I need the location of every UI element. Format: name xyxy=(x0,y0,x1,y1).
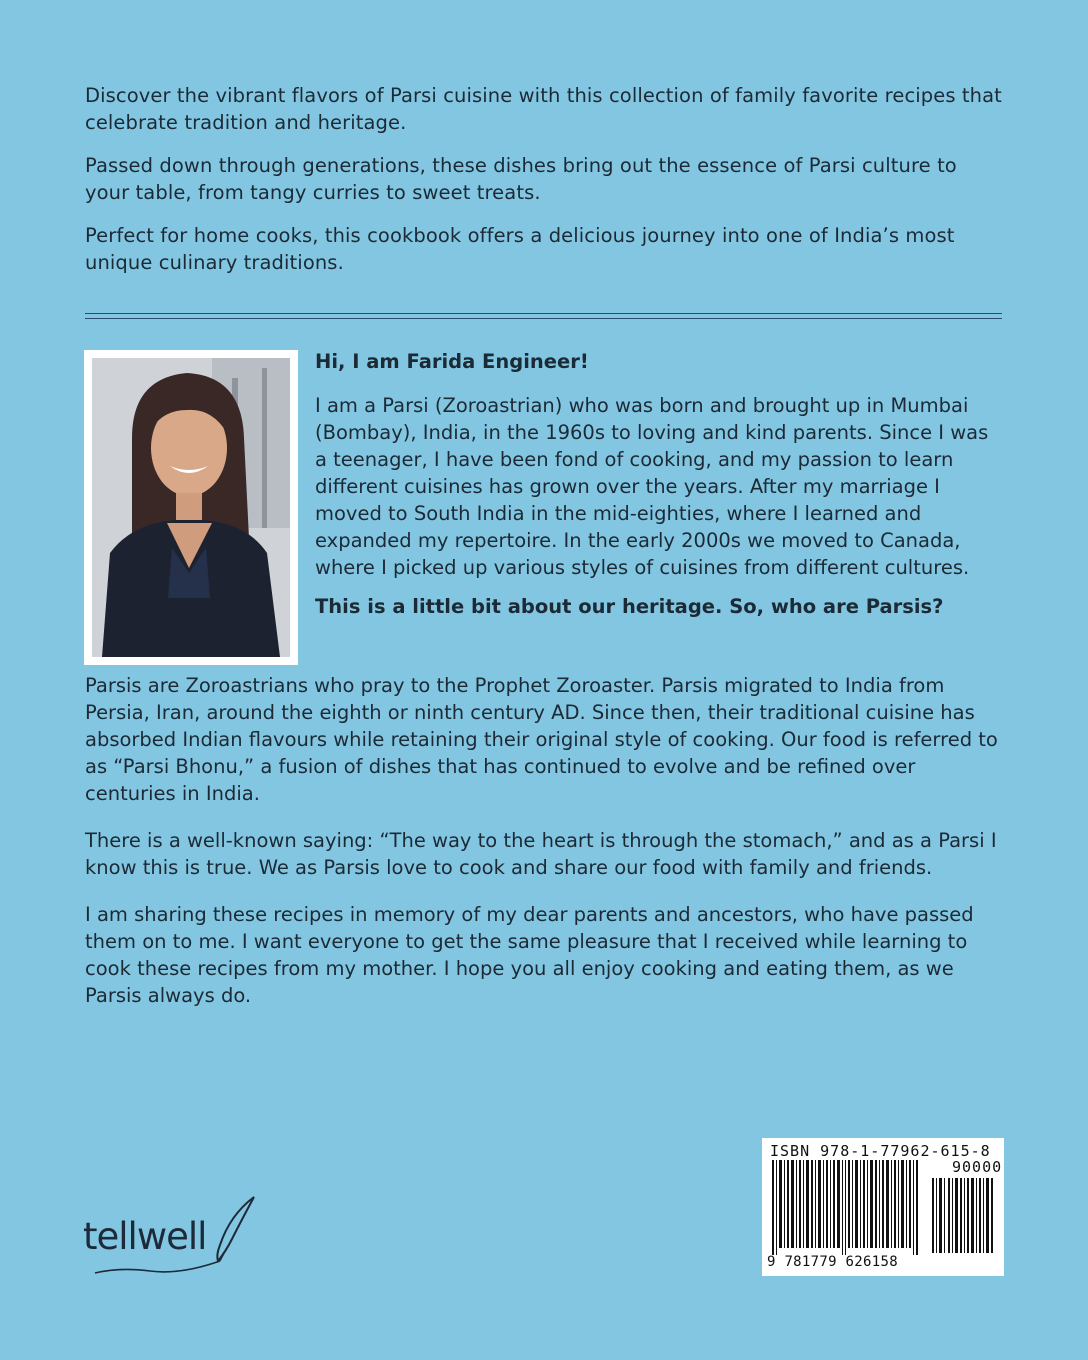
author-greeting: Hi, I am Farida Engineer! xyxy=(315,350,589,373)
author-section xyxy=(315,348,1005,632)
body-paragraph: There is a well-known saying: “The way to the heart is through the stomach,” and as a Parsi I know this is true. We as Parsis love to cook and share our food with family and friends. xyxy=(85,829,997,879)
isbn-barcode xyxy=(762,1138,1004,1276)
intro-section xyxy=(85,82,1005,292)
heritage-question: This is a little bit about our heritage. So, who are Parsis? xyxy=(315,595,944,618)
body-paragraph: I am sharing these recipes in memory of my dear parents and ancestors, who have passed them on to me. I want everyone to get the same pleasure that I received while learning to cook these recipes from my mother. I hope you all enjoy cooking and eating them, as we Parsis always do. xyxy=(85,903,974,1007)
addon-bars xyxy=(930,1178,996,1253)
publisher-logo-text: tellwell xyxy=(83,1215,207,1258)
ean-digits: 9 781779 626158 xyxy=(767,1254,898,1270)
intro-paragraph: Discover the vibrant flavors of Parsi cuisine with this collection of family favorite recipes that celebrate tradition and heritage. xyxy=(85,84,1002,134)
intro-paragraph: Perfect for home cooks, this cookbook offers a delicious journey into one of India’s most unique culinary traditions. xyxy=(85,224,955,274)
author-photo-frame xyxy=(84,350,298,665)
ean-bars xyxy=(770,1160,925,1255)
author-bio: I am a Parsi (Zoroastrian) who was born and brought up in Mumbai (Bombay), India, in the 1960s to loving and kind parents. Since I was a teenager, I have been fond of cooking, and my passion to learn different cuisines has grown over the years. After my marriage I moved to South India in the mid-eighties, where I learned and expanded my repertoire. In the early 2000s we moved to Canada, where I picked up various styles of cuisines from different cultures. xyxy=(315,394,989,579)
quill-icon xyxy=(80,1195,270,1285)
intro-paragraph: Passed down through generations, these dishes bring out the essence of Parsi culture to your table, from tangy curries to sweet treats. xyxy=(85,154,957,204)
author-portrait-illustration xyxy=(92,358,290,657)
price-code: 90000 xyxy=(952,1158,1003,1176)
heritage-section xyxy=(85,672,1005,1029)
isbn-number: ISBN 978-1-77962-615-8 xyxy=(770,1142,991,1160)
author-photo xyxy=(92,358,290,657)
publisher-logo xyxy=(80,1195,270,1285)
double-rule-divider xyxy=(85,313,1002,319)
body-paragraph: Parsis are Zoroastrians who pray to the Prophet Zoroaster. Parsis migrated to India from Persia, Iran, around the eighth or ninth century AD. Since then, their traditional cuisine has absorbed Indian flavours while retaining their original style of cooking. Our food is referred to as “Parsi Bhonu,” a fusion of dishes that has continued to evolve and be refined over centuries in India. xyxy=(85,674,998,805)
